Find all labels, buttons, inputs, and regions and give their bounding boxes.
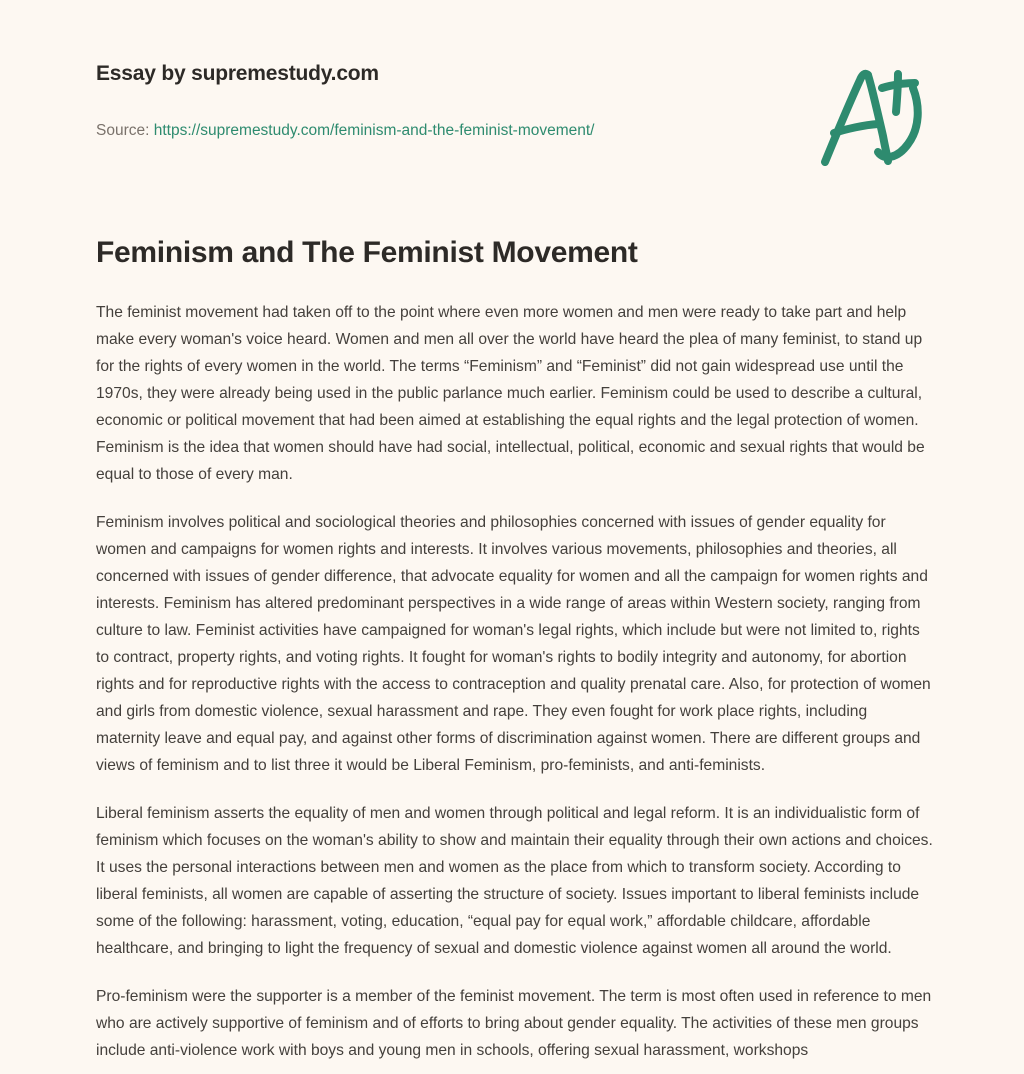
source-label: Source:: [96, 122, 150, 139]
brand-logo-aplus[interactable]: [812, 62, 932, 172]
source-url-link[interactable]: https://supremestudy.com/feminism-and-the-feminist-movement/: [153, 122, 595, 139]
paragraph: Liberal feminism asserts the equality of men and women through political and legal reform. It is an individualistic form of feminism which focuses on the woman's ability to show and maintain their equality through their own actions and choices. It uses the personal interactions between men and women as the place from which to transform society. According to liberal feminists, all women are capable of asserting the structure of society. Issues important to liberal feminists include some of the following: harassment, voting, education, “equal pay for equal work,” affordable childcare, affordable healthcare, and bringing to light the frequency of sexual and domestic violence against women all around the world.: [96, 805, 933, 957]
paragraph: Feminism involves political and sociological theories and philosophies concerned with issues of gender equality for women and campaigns for women rights and interests. It involves various movements, philosophies and theories, all concerned with issues of gender difference, that advocate equality for women and all the campaign for women rights and interests. Feminism has altered predominant perspectives in a wide range of areas within Western society, ranging from culture to law. Feminist activities have campaigned for woman's legal rights, which include but were not limited to, rights to contract, property rights, and voting rights. It fought for woman's rights to bodily integrity and autonomy, for abortion rights and for reproductive rights with the access to contraception and quality prenatal care. Also, for protection of women and girls from domestic violence, sexual harassment and rape. They even fought for work place rights, including maternity leave and equal pay, and against other forms of discrimination against women. There are different groups and views of feminism and to list three it would be Liberal Feminism, pro-feminists, and anti-feminists.: [96, 514, 931, 774]
byline: Essay by supremestudy.com: [96, 62, 379, 85]
page-title: Feminism and The Feminist Movement: [96, 236, 638, 269]
aplus-logo-icon: [812, 62, 932, 172]
document-header: [0, 0, 1024, 200]
article: [96, 233, 934, 1064]
source-line: [96, 120, 595, 142]
paragraph: Pro-feminism were the supporter is a member of the feminist movement. The term is most often used in reference to men who are actively supportive of feminism and of efforts to bring about gender equality. The activities of these men groups include anti-violence work with boys and young men in schools, offering sexual harassment, workshops: [96, 988, 932, 1059]
paragraph: The feminist movement had taken off to the point where even more women and men were ready to take part and help make every woman's voice heard. Women and men all over the world have heard the plea of many feminist, to stand up for the rights of every women in the world. The terms “Feminism” and “Feminist” did not gain widespread use until the 1970s, they were already being used in the public parlance much earlier. Feminism could be used to describe a cultural, economic or political movement that had been aimed at establishing the equal rights and the legal protection of women. Feminism is the idea that women should have had social, intellectual, political, economic and sexual rights that would be equal to those of every man.: [96, 304, 925, 483]
article-body: [96, 299, 934, 1064]
